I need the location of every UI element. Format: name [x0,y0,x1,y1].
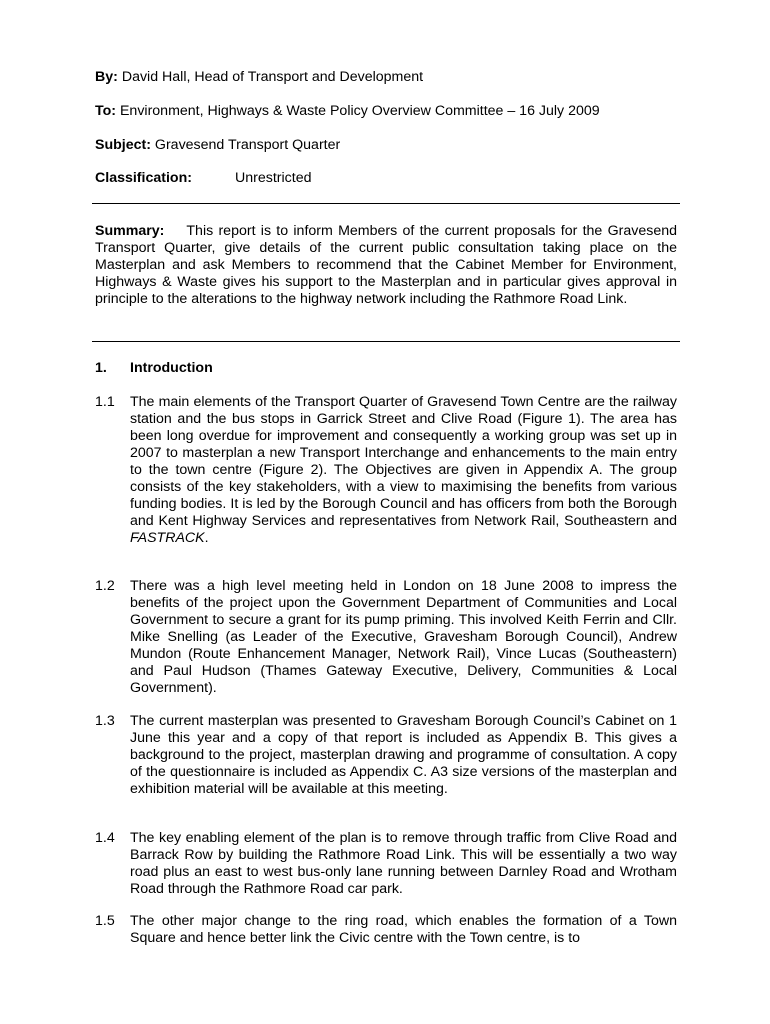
paragraph-1-2 [95,578,677,697]
divider-bottom [92,341,680,342]
classification-label: Classification: [95,170,192,186]
paragraph-text [130,394,677,547]
fastrack-italic: FASTRACK [130,530,205,546]
by-label: By: [95,69,118,85]
subject-label: Subject: [95,137,151,153]
paragraph-end: . [204,530,209,546]
paragraph-number: 1.3 [95,713,115,729]
section-number: 1. [95,360,107,376]
by-value: David Hall, Head of Transport and Development [121,69,424,85]
subject-value: Gravesend Transport Quarter [154,137,341,153]
paragraph-number: 1.2 [95,578,115,594]
summary-block [95,223,677,308]
summary-label: Summary: [95,223,165,239]
divider-top [92,203,680,204]
to-label: To: [95,103,117,119]
paragraph-text: The other major change to the ring road, which enables the formation of a Town Square and hence better link the Civic centre with the Town centre, is to [130,913,677,946]
classification-row [95,170,685,187]
section-heading [95,360,213,377]
paragraph-1-3 [95,713,677,798]
paragraph-1-1 [95,394,677,547]
by-row [95,69,685,86]
paragraph-text: The key enabling element of the plan is to remove through traffic from Clive Road and Barrack Row by building the Rathmore Road Link. This will be essentially a two way road plus an east to west bus-only lane running between Darnley Road and Wrotham Road through the Rathmore Road car park. [130,830,677,897]
summary-text: This report is to inform Members of the current proposals for the Gravesend Transport Quarter, give details of the current public consultation taking place on the Masterplan and ask Members to recommend that the Cabinet Member for Environment, Highways & Waste gives his support to the Masterplan and in particular gives approval in principle to the alterations to the highway network including the Rathmore Road Link. [95,223,677,307]
paragraph-1-5 [95,913,677,947]
paragraph-body: The main elements of the Transport Quarter of Gravesend Town Centre are the railway station and the bus stops in Garrick Street and Clive Road (Figure 1). The area has been long overdue for improvement and consequently a working group was set up in 2007 to masterplan a new Transport Interchange and enhancements to the main entry to the town centre (Figure 2). The Objectives are given in Appendix A. The group consists of the key stakeholders, with a view to maximising the benefits from various funding bodies. It is led by the Borough Council and has officers from both the Borough and Kent Highway Services and representatives from Network Rail, Southeastern and [130,394,677,529]
paragraph-number: 1.1 [95,394,115,410]
paragraph-text: The current masterplan was presented to Gravesham Borough Council’s Cabinet on 1 June this year and a copy of that report is included as Appendix B. This gives a background to the project, masterplan drawing and programme of consultation. A copy of the questionnaire is included as Appendix C. A3 size versions of the masterplan and exhibition material will be available at this meeting. [130,713,677,797]
paragraph-1-4 [95,830,677,898]
classification-value: Unrestricted [235,170,312,186]
subject-row [95,137,685,154]
to-row [95,103,685,120]
paragraph-number: 1.5 [95,913,115,929]
paragraph-text: There was a high level meeting held in London on 18 June 2008 to impress the benefits of the project upon the Government Department of Communities and Local Government to secure a grant for its pump priming. This involved Keith Ferrin and Cllr. Mike Snelling (as Leader of the Executive, Gravesham Borough Council), Andrew Mundon (Route Enhancement Manager, Network Rail), Vince Lucas (Southeastern) and Paul Hudson (Thames Gateway Executive, Delivery, Communities & Local Government). [130,578,677,696]
to-value: Environment, Highways & Waste Policy Overview Committee – 16 July 2009 [119,103,600,119]
paragraph-number: 1.4 [95,830,115,846]
section-title: Introduction [130,360,213,376]
